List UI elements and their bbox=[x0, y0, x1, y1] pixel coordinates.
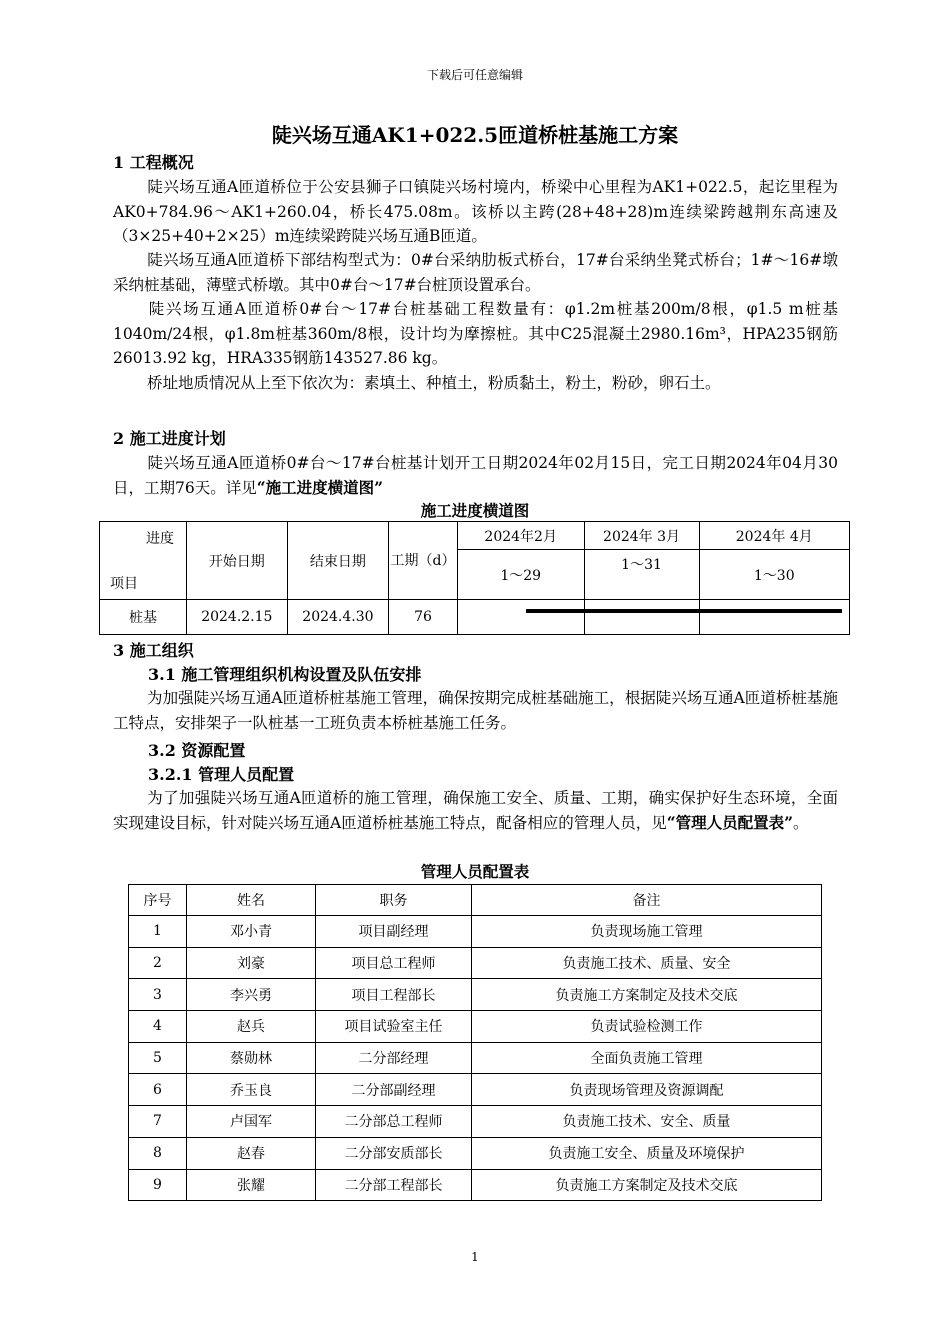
staff-cell: 二分部安质部长 bbox=[316, 1137, 472, 1169]
staff-cell: 卢国军 bbox=[187, 1106, 316, 1138]
table-row bbox=[129, 1106, 822, 1138]
day-range-cell: 1～30 bbox=[699, 550, 850, 600]
staff-cell: 8 bbox=[129, 1137, 187, 1169]
end-date-header: 结束日期 bbox=[287, 522, 389, 600]
staff-header-cell: 职务 bbox=[316, 885, 472, 916]
staff-cell: 全面负责施工管理 bbox=[472, 1042, 822, 1074]
staff-cell: 项目总工程师 bbox=[316, 947, 472, 979]
row-end-cell: 2024.4.30 bbox=[287, 600, 389, 635]
start-date-header: 开始日期 bbox=[187, 522, 288, 600]
staff-cell: 负责施工技术、安全、质量 bbox=[472, 1106, 822, 1138]
staff-table-caption: 管理人员配置表 bbox=[420, 862, 530, 881]
staff-cell: 负责现场施工管理 bbox=[472, 916, 822, 948]
section-1-paragraph-2: 陡兴场互通A匝道桥下部结构型式为：0#台采纳肋板式桥台，17#台采纳坐凳式桥台；1#～16#墩采纳桩基础，薄壁式桥墩。其中0#台～17#台桩顶设置承台。 bbox=[113, 251, 838, 294]
staff-cell: 蔡勋林 bbox=[187, 1042, 316, 1074]
section-3-2-heading: 3.2 资源配置 bbox=[148, 741, 246, 760]
gantt-cell bbox=[584, 600, 699, 635]
table-row bbox=[129, 1042, 822, 1074]
staff-cell: 4 bbox=[129, 1011, 187, 1043]
staff-cell: 二分部总工程师 bbox=[316, 1106, 472, 1138]
staff-cell: 9 bbox=[129, 1169, 187, 1201]
section-3-1-paragraph: 为加强陡兴场互通A匝道桥桩基施工管理，确保按期完成桩基础施工，根据陡兴场互通A匝道桥桩基施工特点，安排架子一队桩基一工班负责本桥桩基施工任务。 bbox=[113, 689, 838, 732]
staff-cell: 负责施工安全、质量及环境保护 bbox=[472, 1137, 822, 1169]
staff-cell: 负责施工方案制定及技术交底 bbox=[472, 1169, 822, 1201]
staff-cell: 赵春 bbox=[187, 1137, 316, 1169]
staff-cell: 项目工程部长 bbox=[316, 979, 472, 1011]
staff-table bbox=[128, 884, 822, 1201]
table-row bbox=[129, 916, 822, 948]
month-header: 2024年2月 bbox=[457, 522, 584, 550]
staff-header-cell: 序号 bbox=[129, 885, 187, 916]
row-item-cell: 桩基 bbox=[100, 600, 187, 635]
month-header: 2024年 4月 bbox=[699, 522, 850, 550]
section-1-paragraph-4: 桥址地质情况从上至下依次为：素填土、种植土，粉质黏土，粉土，粉砂，卵石土。 bbox=[147, 374, 721, 392]
section-3-2-1-heading: 3.2.1 管理人员配置 bbox=[148, 765, 295, 784]
staff-cell: 二分部工程部长 bbox=[316, 1169, 472, 1201]
staff-header-cell: 姓名 bbox=[187, 885, 316, 916]
staff-cell: 二分部副经理 bbox=[316, 1074, 472, 1106]
staff-header-cell: 备注 bbox=[472, 885, 822, 916]
table-row bbox=[129, 1169, 822, 1201]
corner-item-label: 项目 bbox=[110, 576, 138, 592]
section-3-heading: 3 施工组织 bbox=[113, 641, 194, 660]
staff-cell: 1 bbox=[129, 916, 187, 948]
staff-cell: 2 bbox=[129, 947, 187, 979]
day-range-cell: 1～29 bbox=[457, 550, 584, 600]
staff-cell: 项目试验室主任 bbox=[316, 1011, 472, 1043]
table-row bbox=[129, 979, 822, 1011]
staff-cell: 项目副经理 bbox=[316, 916, 472, 948]
staff-cell: 3 bbox=[129, 979, 187, 1011]
table-row bbox=[129, 947, 822, 979]
section-2-heading: 2 施工进度计划 bbox=[113, 429, 226, 448]
section-1-paragraph-1: 陡兴场互通A匝道桥位于公安县狮子口镇陡兴场村境内，桥梁中心里程为AK1+022.5，起讫里程为AK0+784.96～AK1+260.04，桥长475.08m。该桥以主跨(28+48+28)m连续梁跨越荆东高速及（3×25+40+2×25）m连续梁跨陡兴场互通B匝道。 bbox=[113, 178, 838, 245]
staff-cell: 负责施工方案制定及技术交底 bbox=[472, 979, 822, 1011]
duration-header: 工期（d） bbox=[389, 522, 458, 600]
section-1-paragraph-3: 陡兴场互通A匝道桥0#台～17#台桩基础工程数量有：φ1.2m桩基200m/8根，φ1.5 m桩基1040m/24根，φ1.8m桩基360m/8根，设计均为摩擦桩。其中C25混凝土2980.16m³，HPA235钢筋26013.92 kg，HRA335钢筋143527.86 kg。 bbox=[113, 300, 838, 367]
staff-cell: 5 bbox=[129, 1042, 187, 1074]
row-start-cell: 2024.2.15 bbox=[187, 600, 288, 635]
corner-header-cell bbox=[100, 522, 187, 600]
gantt-cell bbox=[699, 600, 850, 635]
document-title: 陡兴场互通AK1+022.5匝道桥桩基施工方案 bbox=[271, 123, 679, 147]
gantt-bar bbox=[526, 609, 842, 613]
page-header: 下载后可任意编辑 bbox=[426, 68, 523, 82]
staff-cell: 张耀 bbox=[187, 1169, 316, 1201]
staff-cell: 负责施工技术、质量、安全 bbox=[472, 947, 822, 979]
staff-cell: 李兴勇 bbox=[187, 979, 316, 1011]
staff-cell: 二分部经理 bbox=[316, 1042, 472, 1074]
table-row bbox=[129, 1137, 822, 1169]
staff-cell: 7 bbox=[129, 1106, 187, 1138]
staff-cell: 6 bbox=[129, 1074, 187, 1106]
staff-cell: 刘豪 bbox=[187, 947, 316, 979]
schedule-chart-reference: “施工进度横道图” bbox=[256, 477, 384, 497]
month-header: 2024年 3月 bbox=[584, 522, 699, 550]
staff-cell: 赵兵 bbox=[187, 1011, 316, 1043]
row-duration-cell: 76 bbox=[389, 600, 458, 635]
staff-cell: 负责试验检测工作 bbox=[472, 1011, 822, 1043]
section-3-1-heading: 3.1 施工管理组织机构设置及队伍安排 bbox=[148, 665, 422, 684]
staff-cell: 负责现场管理及资源调配 bbox=[472, 1074, 822, 1106]
staff-cell: 乔玉良 bbox=[187, 1074, 316, 1106]
corner-progress-label: 进度 bbox=[146, 531, 175, 547]
gantt-cell bbox=[457, 600, 584, 635]
table-row bbox=[129, 1011, 822, 1043]
schedule-table-caption: 施工进度横道图 bbox=[420, 501, 530, 520]
day-range-cell: 1～31 bbox=[584, 550, 699, 600]
staff-cell: 邓小青 bbox=[187, 916, 316, 948]
schedule-table bbox=[99, 521, 850, 635]
section-1-heading: 1 工程概况 bbox=[113, 153, 194, 172]
table-row bbox=[129, 1074, 822, 1106]
section-3-2-1-paragraph: 为了加强陡兴场互通A匝道桥的施工管理，确保施工安全、质量、工期，确实保护好生态环境，全面实现建设目标，针对陡兴场互通A匝道桥桩基施工特点，配备相应的管理人员，见“管理人员配置表”。 bbox=[113, 789, 838, 832]
page-number: 1 bbox=[471, 1250, 479, 1264]
staff-table-reference: “管理人员配置表” bbox=[666, 812, 794, 832]
section-2-paragraph: 陡兴场互通A匝道桥0#台～17#台桩基计划开工日期2024年02月15日，完工日期2024年04月30日，工期76天。详见“施工进度横道图” bbox=[113, 454, 838, 497]
